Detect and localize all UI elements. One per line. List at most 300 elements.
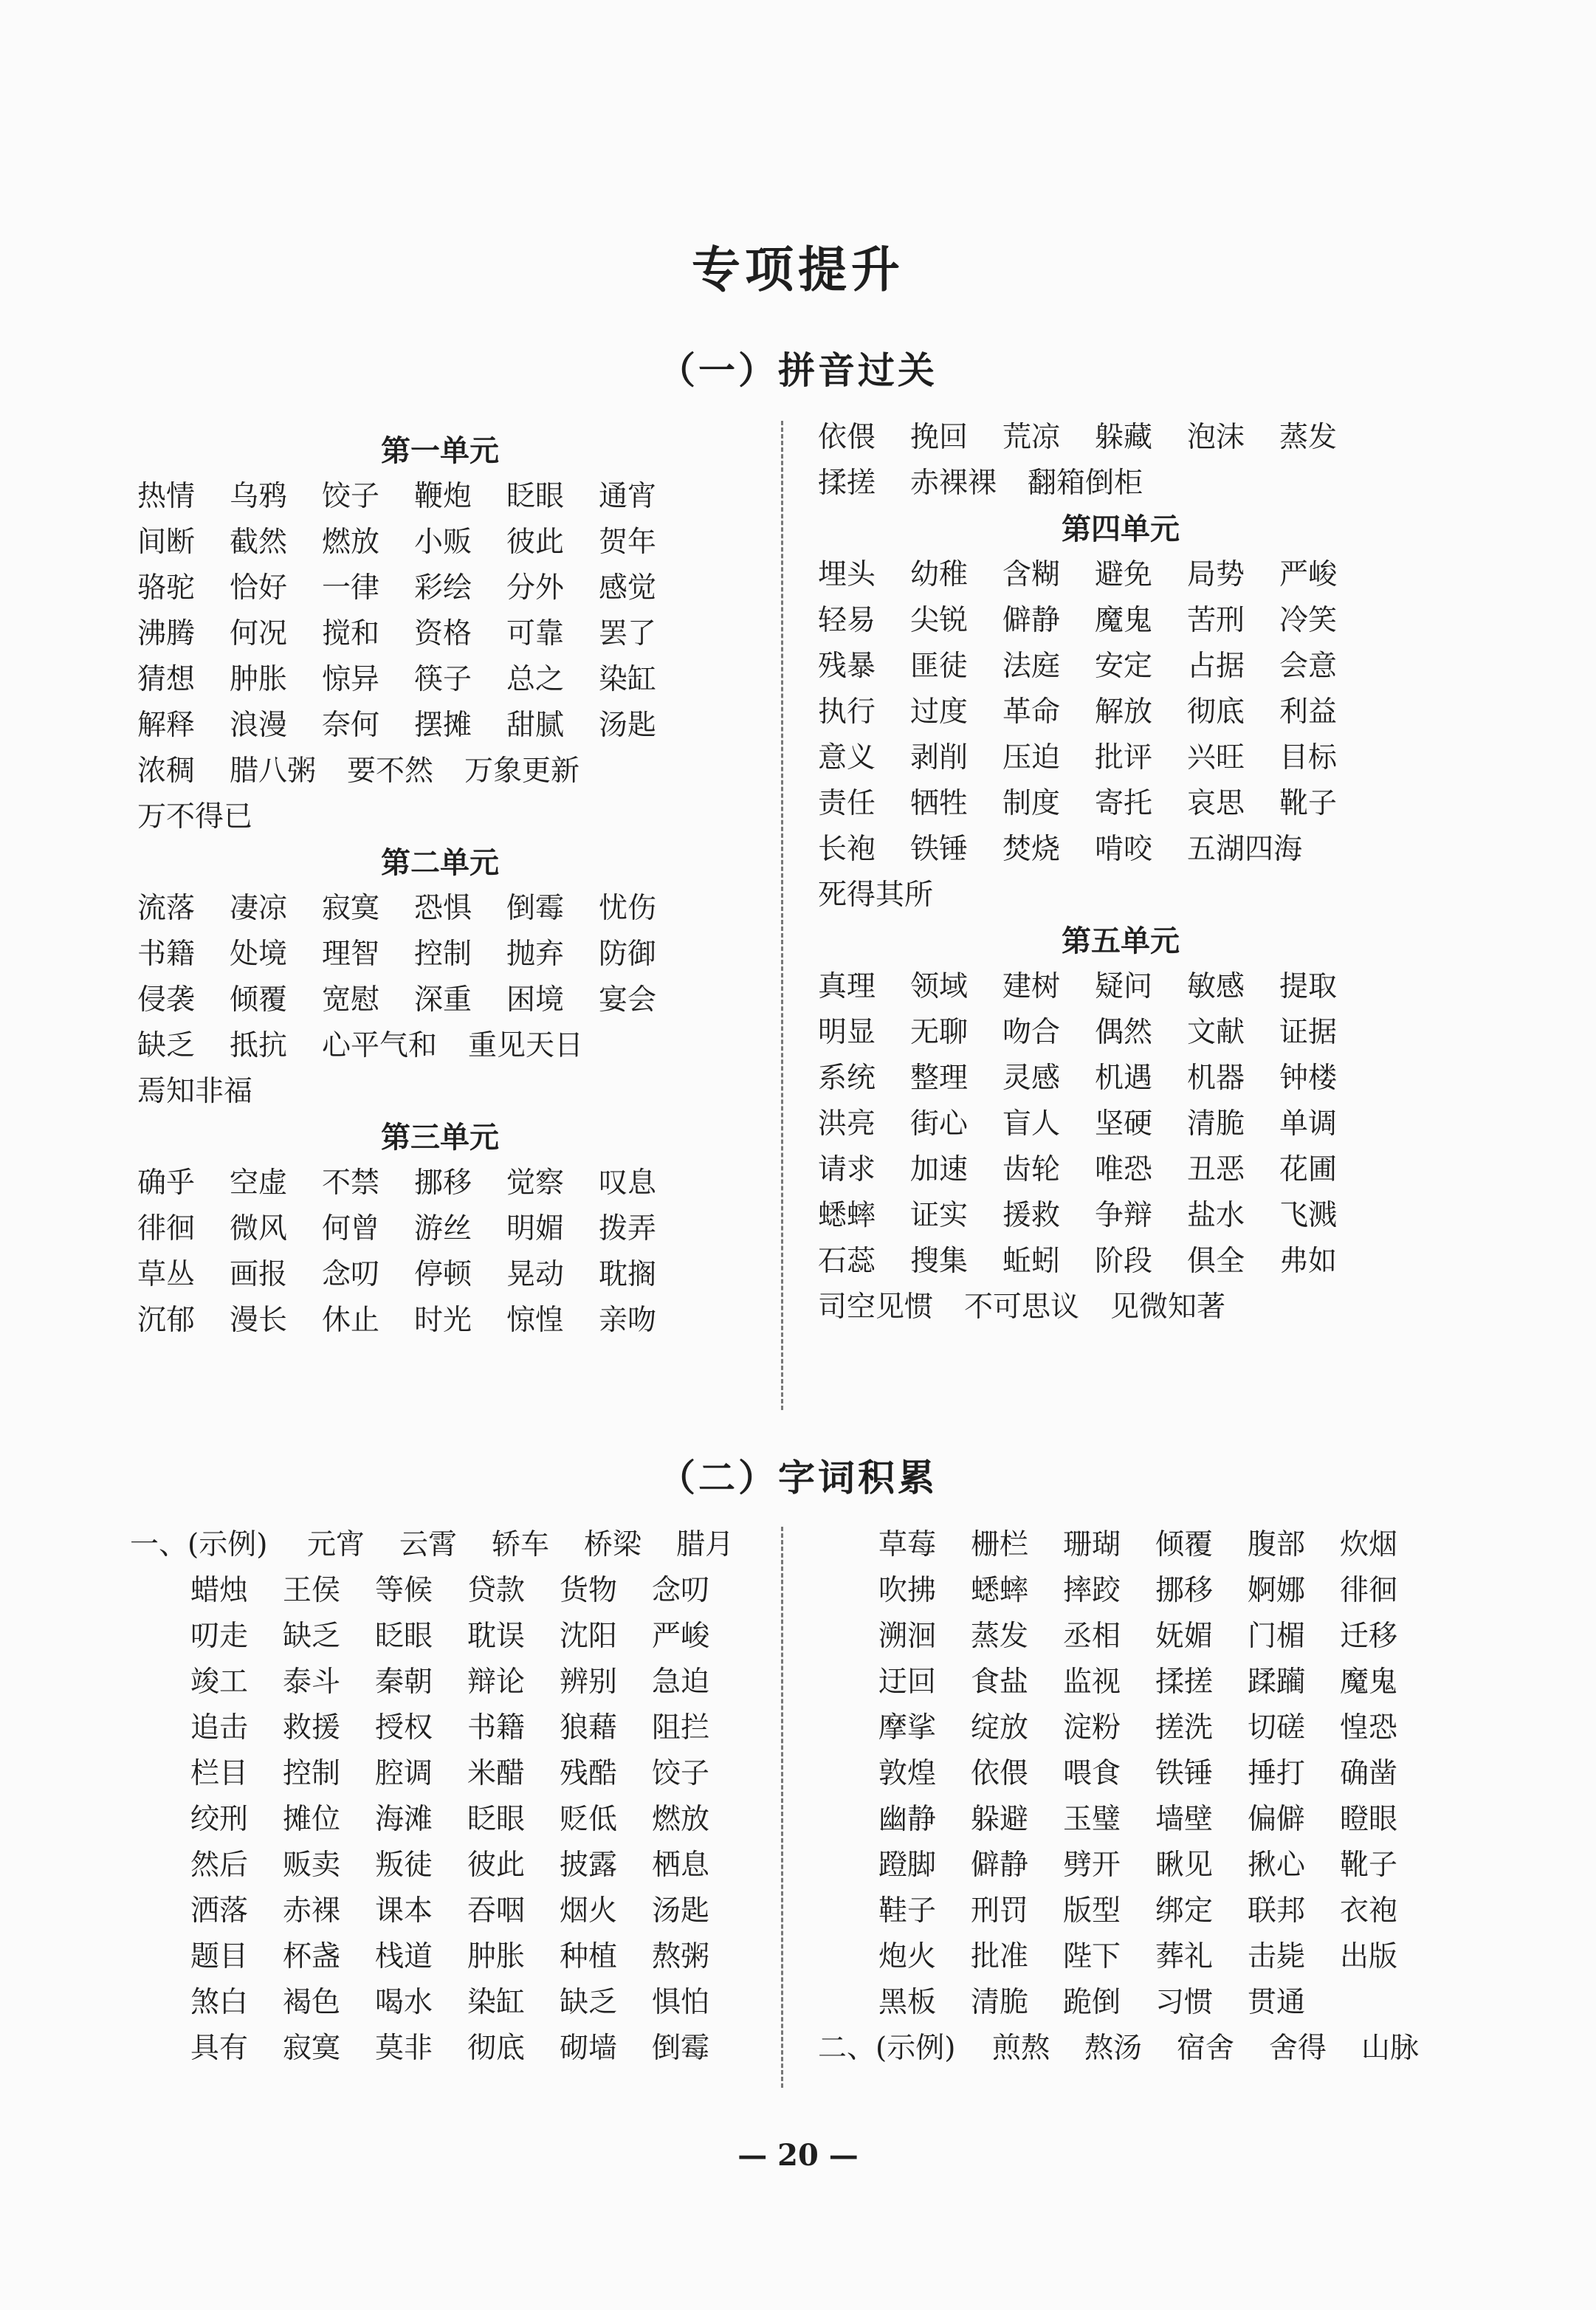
word: 课本 — [375, 1894, 433, 1928]
word: 杯盏 — [283, 1940, 341, 1973]
word-row — [137, 657, 743, 703]
column-divider — [781, 421, 783, 1410]
word: 整理 — [910, 1062, 969, 1095]
word: 丑恶 — [1187, 1153, 1245, 1186]
word: 万不得已 — [137, 800, 253, 833]
word: 翻箱倒柜 — [1028, 467, 1143, 500]
word: 侵袭 — [137, 983, 196, 1017]
word: 绽放 — [971, 1711, 1029, 1744]
word: 截然 — [230, 526, 288, 559]
word: 沈阳 — [560, 1620, 618, 1653]
word: 分外 — [506, 571, 565, 605]
word: 宴会 — [599, 983, 657, 1017]
word: 惊惶 — [506, 1304, 565, 1337]
word: 轿车 — [492, 1528, 550, 1561]
word: 画报 — [230, 1258, 288, 1291]
word: 司空见惯 — [818, 1290, 934, 1324]
word: 阻拦 — [652, 1711, 710, 1744]
word: 授权 — [375, 1711, 433, 1744]
word: 何曾 — [322, 1212, 380, 1245]
word: 觉察 — [506, 1166, 565, 1200]
word-row — [137, 794, 743, 840]
word: 倒霉 — [506, 892, 565, 925]
word: 小贩 — [414, 526, 472, 559]
word: 蟋蟀 — [971, 1574, 1029, 1607]
word: 跪倒 — [1063, 1986, 1121, 2019]
word: 书籍 — [137, 938, 196, 971]
word: 寄托 — [1095, 787, 1153, 820]
word: 总之 — [506, 663, 565, 696]
pinyin-right-column — [818, 415, 1423, 1330]
word: 眨眼 — [375, 1620, 433, 1653]
word-row — [130, 1980, 780, 2026]
word: 竣工 — [190, 1666, 249, 1699]
word: 责任 — [818, 787, 876, 820]
word: 明媚 — [506, 1212, 565, 1245]
word: 饺子 — [322, 480, 380, 513]
word: 会意 — [1279, 650, 1338, 683]
word: 追击 — [190, 1711, 249, 1744]
word-row — [818, 1568, 1468, 1614]
word: 重见天日 — [468, 1029, 584, 1062]
word-row — [818, 1056, 1423, 1101]
word: 加速 — [910, 1153, 969, 1186]
word: 坚硬 — [1095, 1107, 1153, 1141]
word: 蒸发 — [1279, 421, 1338, 454]
word: 防御 — [599, 938, 657, 971]
word: 赤裸 — [283, 1894, 341, 1928]
word: 溯洄 — [878, 1620, 937, 1653]
word: 抛弃 — [506, 938, 565, 971]
word: 时光 — [414, 1304, 472, 1337]
word: 习惯 — [1155, 1986, 1214, 2019]
word: 一律 — [322, 571, 380, 605]
word: 理智 — [322, 938, 380, 971]
word: 占据 — [1187, 650, 1245, 683]
word: 宽慰 — [322, 983, 380, 1017]
word: 瞪眼 — [1340, 1803, 1398, 1836]
word: 食盐 — [971, 1666, 1029, 1699]
word: 严峻 — [1279, 558, 1338, 591]
word: 钟楼 — [1279, 1062, 1338, 1095]
word: 焉知非福 — [137, 1075, 253, 1108]
word: 炮火 — [878, 1940, 937, 1973]
word: 援救 — [1002, 1199, 1061, 1232]
word: 目标 — [1279, 741, 1338, 774]
word: 宿舍 — [1177, 2032, 1235, 2065]
word: 剥削 — [910, 741, 969, 774]
word: 俱全 — [1187, 1245, 1245, 1278]
word-row — [818, 644, 1423, 690]
word: 货物 — [560, 1574, 618, 1607]
word: 摆摊 — [414, 709, 472, 742]
word: 革命 — [1002, 695, 1061, 729]
word: 骆驼 — [137, 571, 196, 605]
word: 哀思 — [1187, 787, 1245, 820]
word: 砌墙 — [560, 2032, 618, 2065]
word: 避免 — [1095, 558, 1153, 591]
word-row — [818, 1010, 1423, 1056]
word: 联邦 — [1248, 1894, 1306, 1928]
word: 恰好 — [230, 571, 288, 605]
word: 王侯 — [283, 1574, 341, 1607]
word: 领域 — [910, 970, 969, 1003]
word: 葬礼 — [1155, 1940, 1214, 1973]
word-row — [137, 1252, 743, 1298]
word: 依偎 — [971, 1757, 1029, 1790]
word: 熬汤 — [1084, 2032, 1143, 2065]
word: 僻静 — [971, 1849, 1029, 1882]
word: 耽误 — [467, 1620, 526, 1653]
word-row — [818, 690, 1423, 735]
word: 饺子 — [652, 1757, 710, 1790]
example-prefix: 二、(示例) — [818, 2032, 956, 2065]
word: 铁锤 — [910, 833, 969, 866]
word: 沉郁 — [137, 1304, 196, 1337]
word: 蟋蟀 — [818, 1199, 876, 1232]
word: 彼此 — [467, 1849, 526, 1882]
word: 证实 — [910, 1199, 969, 1232]
word-row — [137, 1023, 743, 1069]
word: 彻底 — [1187, 695, 1245, 729]
word: 浓稠 — [137, 754, 196, 788]
word: 猜想 — [137, 663, 196, 696]
word-row — [130, 1843, 780, 1888]
word: 制度 — [1002, 787, 1061, 820]
word: 敏感 — [1187, 970, 1245, 1003]
word: 喝水 — [375, 1986, 433, 2019]
word: 倾覆 — [230, 983, 288, 1017]
word: 妩媚 — [1155, 1620, 1214, 1653]
word: 击毙 — [1248, 1940, 1306, 1973]
word: 建树 — [1002, 970, 1061, 1003]
word: 灵感 — [1002, 1062, 1061, 1095]
word: 衣袍 — [1340, 1894, 1398, 1928]
word-row — [130, 1614, 780, 1660]
word: 乌鸦 — [230, 480, 288, 513]
word: 染缸 — [599, 663, 657, 696]
word: 然后 — [190, 1849, 249, 1882]
word: 眨眼 — [467, 1803, 526, 1836]
word-row — [137, 611, 743, 657]
word: 过度 — [910, 695, 969, 729]
unit-title: 第三单元 — [381, 1120, 499, 1155]
word: 贺年 — [599, 526, 657, 559]
word: 盲人 — [1002, 1107, 1061, 1141]
word: 版型 — [1063, 1894, 1121, 1928]
word: 挪移 — [1155, 1574, 1214, 1607]
word: 刑罚 — [971, 1894, 1029, 1928]
word: 山脉 — [1361, 2032, 1420, 2065]
word-row — [137, 703, 743, 749]
word: 等候 — [375, 1574, 433, 1607]
word: 揉搓 — [818, 467, 876, 500]
word: 罢了 — [599, 617, 657, 650]
word: 压迫 — [1002, 741, 1061, 774]
word: 明显 — [818, 1016, 876, 1049]
word: 批评 — [1095, 741, 1153, 774]
column-divider-2 — [781, 1527, 783, 2088]
word: 搜集 — [910, 1245, 969, 1278]
word: 轻易 — [818, 604, 876, 637]
word: 挽回 — [910, 421, 969, 454]
word: 腊八粥 — [230, 754, 317, 788]
word-row — [130, 1568, 780, 1614]
word: 万象更新 — [464, 754, 580, 788]
word-row — [130, 1751, 780, 1797]
word: 贷款 — [467, 1574, 526, 1607]
word: 证据 — [1279, 1016, 1338, 1049]
word: 叹息 — [599, 1166, 657, 1200]
word: 法庭 — [1002, 650, 1061, 683]
word: 煎熬 — [992, 2032, 1050, 2065]
word: 玉璧 — [1063, 1803, 1121, 1836]
word: 通宵 — [599, 480, 657, 513]
word: 石蕊 — [818, 1245, 876, 1278]
word: 急迫 — [652, 1666, 710, 1699]
word: 绞刑 — [190, 1803, 249, 1836]
word: 鞋子 — [878, 1894, 937, 1928]
word: 揉搓 — [1155, 1666, 1214, 1699]
word-row — [818, 1751, 1468, 1797]
word: 吹拂 — [878, 1574, 937, 1607]
word-row — [818, 1797, 1468, 1843]
word-row — [137, 520, 743, 566]
word: 控制 — [414, 938, 472, 971]
word-row — [818, 1614, 1468, 1660]
word: 奈何 — [322, 709, 380, 742]
page-number: — 20 — — [737, 2138, 859, 2173]
word: 不禁 — [322, 1166, 380, 1200]
word: 批准 — [971, 1940, 1029, 1973]
word-row — [818, 1285, 1423, 1330]
section-pinyin-heading: （一）拼音过关 — [658, 348, 938, 392]
word: 辩论 — [467, 1666, 526, 1699]
word: 劈开 — [1063, 1849, 1121, 1882]
word: 停顿 — [414, 1258, 472, 1291]
word-row — [818, 1239, 1423, 1285]
word-row — [818, 1522, 1468, 1568]
word-row — [818, 1888, 1468, 1934]
word: 解放 — [1095, 695, 1153, 729]
word: 婀娜 — [1248, 1574, 1306, 1607]
word-row — [818, 1705, 1468, 1751]
word: 心平气和 — [322, 1029, 438, 1062]
word: 躲藏 — [1095, 421, 1153, 454]
word: 确凿 — [1340, 1757, 1398, 1790]
word: 墙壁 — [1155, 1803, 1214, 1836]
word: 间断 — [137, 526, 196, 559]
word: 缺乏 — [283, 1620, 341, 1653]
word: 吞咽 — [467, 1894, 526, 1928]
vocabulary-right-column — [818, 1522, 1468, 2072]
word: 魔鬼 — [1340, 1666, 1398, 1699]
word: 耽搁 — [599, 1258, 657, 1291]
word: 炊烟 — [1340, 1528, 1398, 1561]
word: 摊位 — [283, 1803, 341, 1836]
word: 海滩 — [375, 1803, 433, 1836]
word: 筷子 — [414, 663, 472, 696]
word: 汤匙 — [652, 1894, 710, 1928]
word: 栖息 — [652, 1849, 710, 1882]
word: 匪徒 — [910, 650, 969, 683]
word: 倒霉 — [652, 2032, 710, 2065]
word: 迂回 — [878, 1666, 937, 1699]
word: 出版 — [1340, 1940, 1398, 1973]
word: 桥梁 — [584, 1528, 642, 1561]
word: 迁移 — [1340, 1620, 1398, 1653]
word-row — [137, 932, 743, 977]
word-row — [818, 598, 1423, 644]
word: 幽静 — [878, 1803, 937, 1836]
word: 徘徊 — [137, 1212, 196, 1245]
word: 寂寞 — [322, 892, 380, 925]
word: 热情 — [137, 480, 196, 513]
word: 休止 — [322, 1304, 380, 1337]
word: 吻合 — [1002, 1016, 1061, 1049]
word: 安定 — [1095, 650, 1153, 683]
word: 搓洗 — [1155, 1711, 1214, 1744]
word: 缺乏 — [137, 1029, 196, 1062]
word: 资格 — [414, 617, 472, 650]
word: 处境 — [230, 938, 288, 971]
word: 五湖四海 — [1187, 833, 1303, 866]
word: 铁锤 — [1155, 1757, 1214, 1790]
word: 贬低 — [560, 1803, 618, 1836]
word: 何况 — [230, 617, 288, 650]
word: 解释 — [137, 709, 196, 742]
word: 盐水 — [1187, 1199, 1245, 1232]
word: 栏目 — [190, 1757, 249, 1790]
word: 靴子 — [1340, 1849, 1398, 1882]
word: 燃放 — [652, 1803, 710, 1836]
word-row — [137, 749, 743, 794]
word-row — [818, 781, 1423, 827]
word-row — [137, 474, 743, 520]
word: 执行 — [818, 695, 876, 729]
word: 辨别 — [560, 1666, 618, 1699]
word: 焚烧 — [1002, 833, 1061, 866]
word: 揪心 — [1248, 1849, 1306, 1882]
word: 肿胀 — [467, 1940, 526, 1973]
word: 文献 — [1187, 1016, 1245, 1049]
word: 蹬脚 — [878, 1849, 937, 1882]
word: 题目 — [190, 1940, 249, 1973]
word: 忧伤 — [599, 892, 657, 925]
word: 蒸发 — [971, 1620, 1029, 1653]
word: 要不然 — [347, 754, 434, 788]
word-row — [818, 1843, 1468, 1888]
word: 草莓 — [878, 1528, 937, 1561]
word: 腊月 — [676, 1528, 735, 1561]
word: 微风 — [230, 1212, 288, 1245]
word: 疑问 — [1095, 970, 1153, 1003]
word-row — [137, 1069, 743, 1115]
word: 埋头 — [818, 558, 876, 591]
word-row — [137, 886, 743, 932]
word: 肿胀 — [230, 663, 288, 696]
word: 啃咬 — [1095, 833, 1153, 866]
word: 游丝 — [414, 1212, 472, 1245]
word: 烟火 — [560, 1894, 618, 1928]
word-row — [130, 1705, 780, 1751]
word: 残酷 — [560, 1757, 618, 1790]
word: 机遇 — [1095, 1062, 1153, 1095]
word: 倾覆 — [1155, 1528, 1214, 1561]
word: 甜腻 — [506, 709, 565, 742]
word: 局势 — [1187, 558, 1245, 591]
word: 恐惧 — [414, 892, 472, 925]
word: 无聊 — [910, 1016, 969, 1049]
word: 见微知著 — [1110, 1290, 1226, 1324]
word: 感觉 — [599, 571, 657, 605]
unit-title: 第一单元 — [381, 433, 499, 468]
word: 依偎 — [818, 421, 876, 454]
word: 挪移 — [414, 1166, 472, 1200]
word-row — [818, 1147, 1423, 1193]
word: 弗如 — [1279, 1245, 1338, 1278]
word: 苦刑 — [1187, 604, 1245, 637]
word: 瞅见 — [1155, 1849, 1214, 1882]
word-row — [818, 1980, 1468, 2026]
word: 兴旺 — [1187, 741, 1245, 774]
word: 鞭炮 — [414, 480, 472, 513]
word: 冷笑 — [1279, 604, 1338, 637]
word: 严峻 — [652, 1620, 710, 1653]
word: 洒落 — [190, 1894, 249, 1928]
word: 贩卖 — [283, 1849, 341, 1882]
word: 赤裸裸 — [910, 467, 997, 500]
word: 披露 — [560, 1849, 618, 1882]
word-row — [130, 1797, 780, 1843]
word: 云霄 — [399, 1528, 458, 1561]
word: 救援 — [283, 1711, 341, 1744]
word-row — [130, 2026, 780, 2072]
word-row — [818, 552, 1423, 598]
word: 栅栏 — [971, 1528, 1029, 1561]
word: 清脆 — [971, 1986, 1029, 2019]
word-row — [130, 1660, 780, 1705]
word: 蚯蚓 — [1002, 1245, 1061, 1278]
word: 泡沫 — [1187, 421, 1245, 454]
word: 门楣 — [1248, 1620, 1306, 1653]
word: 含糊 — [1002, 558, 1061, 591]
word: 米醋 — [467, 1757, 526, 1790]
word: 舍得 — [1269, 2032, 1327, 2065]
word: 泰斗 — [283, 1666, 341, 1699]
word: 靴子 — [1279, 787, 1338, 820]
word-row — [818, 461, 1423, 506]
word: 单调 — [1279, 1107, 1338, 1141]
page-title: 专项提升 — [692, 241, 904, 298]
word: 洪亮 — [818, 1107, 876, 1141]
word: 草丛 — [137, 1258, 196, 1291]
word: 捶打 — [1248, 1757, 1306, 1790]
word: 缺乏 — [560, 1986, 618, 2019]
word: 拨弄 — [599, 1212, 657, 1245]
word: 丞相 — [1063, 1620, 1121, 1653]
word: 荒凉 — [1002, 421, 1061, 454]
word-row — [818, 873, 1423, 918]
word: 空虚 — [230, 1166, 288, 1200]
word-row — [130, 1934, 780, 1980]
word: 摔跤 — [1063, 1574, 1121, 1607]
word: 敦煌 — [878, 1757, 937, 1790]
word: 元宵 — [307, 1528, 365, 1561]
unit-title: 第五单元 — [1062, 924, 1180, 958]
word: 寂寞 — [283, 2032, 341, 2065]
word: 眨眼 — [506, 480, 565, 513]
